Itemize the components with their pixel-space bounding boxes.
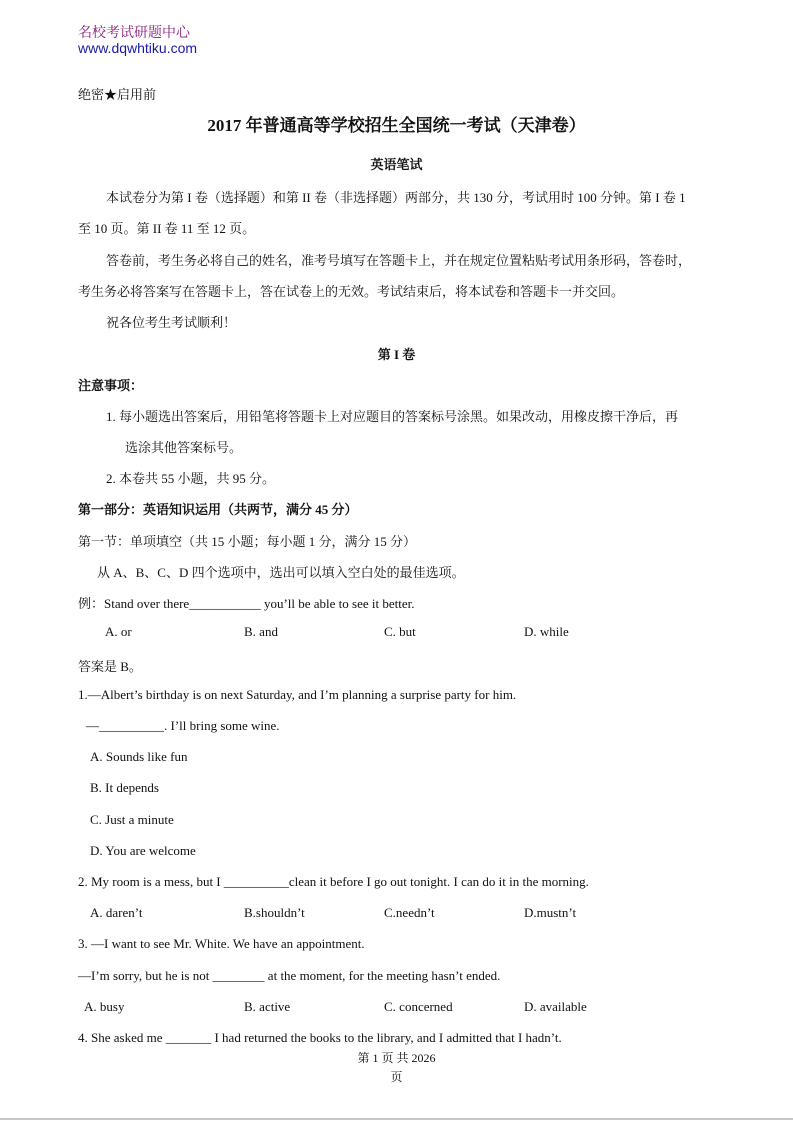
footer-page-line-2: 页 bbox=[390, 1070, 403, 1084]
example-answer: 答案是 B。 bbox=[78, 659, 142, 674]
example-option-c: C. but bbox=[384, 624, 416, 639]
q3-option-b: B. active bbox=[244, 999, 291, 1014]
part1-heading: 第一部分：英语知识运用（共两节，满分 45 分） bbox=[78, 502, 358, 517]
q1-line-1: 1.—Albert’s birthday is on next Saturday, and I’m planning a surprise party for him. bbox=[78, 687, 517, 702]
footer-page-line-1: 第 1 页 共 2026 bbox=[357, 1051, 436, 1065]
q2-option-c: C.needn’t bbox=[384, 905, 435, 920]
q3-option-d: D. available bbox=[524, 999, 587, 1014]
watermark-url[interactable]: www.dqwhtiku.com bbox=[78, 40, 198, 56]
example-stem: 例：Stand over there___________ you’ll be able to see it better. bbox=[78, 596, 415, 611]
q2-option-b: B.shouldn’t bbox=[244, 905, 305, 920]
exam-subtitle: 英语笔试 bbox=[370, 157, 423, 172]
q4-stem: 4. She asked me _______ I had returned the books to the library, and I admitted that I hadn’t. bbox=[78, 1030, 562, 1045]
q1-line-2: —__________. I’ll bring some wine. bbox=[86, 718, 280, 733]
q1-option-a: A. Sounds like fun bbox=[90, 749, 188, 764]
watermark-name: 名校考试研题中心 bbox=[78, 25, 190, 41]
q3-option-a: A. busy bbox=[84, 999, 125, 1014]
intro-paragraph-3: 祝各位考生考试顺利！ bbox=[106, 315, 237, 330]
q2-option-d: D.mustn’t bbox=[524, 905, 577, 920]
q2-stem: 2. My room is a mess, but I __________clean it before I go out tonight. I can do it in the morning. bbox=[78, 874, 589, 889]
notice-item-1-line-1: 1. 每小题选出答案后，用铅笔将答题卡上对应题目的答案标号涂黑。如果改动，用橡皮擦干净后，再 bbox=[106, 409, 679, 424]
example-option-a: A. or bbox=[105, 624, 132, 639]
exam-title: 2017 年普通高等学校招生全国统一考试（天津卷） bbox=[207, 116, 586, 135]
notice-item-2: 2. 本卷共 55 小题，共 95 分。 bbox=[106, 471, 276, 486]
intro-paragraph-1-line-1: 本试卷分为第 I 卷（选择题）和第 II 卷（非选择题）两部分，共 130 分，考试用时 100 分钟。第 I 卷 1 bbox=[106, 190, 686, 205]
volume-heading: 第 I 卷 bbox=[377, 347, 416, 362]
q3-line-1: 3. —I want to see Mr. White. We have an appointment. bbox=[78, 936, 365, 951]
q1-option-d: D. You are welcome bbox=[90, 843, 196, 858]
section1-heading: 第一节：单项填空（共 15 小题；每小题 1 分，满分 15 分） bbox=[78, 534, 417, 549]
section1-instruction: 从 A、B、C、D 四个选项中，选出可以填入空白处的最佳选项。 bbox=[97, 565, 465, 580]
intro-paragraph-2-line-1: 答卷前，考生务必将自己的姓名，准考号填写在答题卡上，并在规定位置粘贴考试用条形码，答卷时， bbox=[106, 253, 692, 268]
notice-heading: 注意事项： bbox=[78, 378, 144, 393]
q3-line-2: —I’m sorry, but he is not ________ at the moment, for the meeting hasn’t ended. bbox=[78, 968, 501, 983]
example-option-b: B. and bbox=[244, 624, 278, 639]
example-option-d: D. while bbox=[524, 624, 569, 639]
q3-option-c: C. concerned bbox=[384, 999, 453, 1014]
bottom-divider bbox=[0, 1118, 793, 1120]
q2-option-a: A. daren’t bbox=[90, 905, 143, 920]
notice-item-1-line-2: 选涂其他答案标号。 bbox=[125, 440, 243, 455]
intro-paragraph-2-line-2: 考生务必将答案写在答题卡上，答在试卷上的无效。考试结束后，将本试卷和答题卡一并交回。 bbox=[78, 284, 625, 299]
q1-option-c: C. Just a minute bbox=[90, 812, 174, 827]
q1-option-b: B. It depends bbox=[90, 780, 159, 795]
confidential-label: 绝密★启用前 bbox=[78, 87, 157, 102]
intro-paragraph-1-line-2: 至 10 页。第 II 卷 11 至 12 页。 bbox=[78, 221, 256, 236]
